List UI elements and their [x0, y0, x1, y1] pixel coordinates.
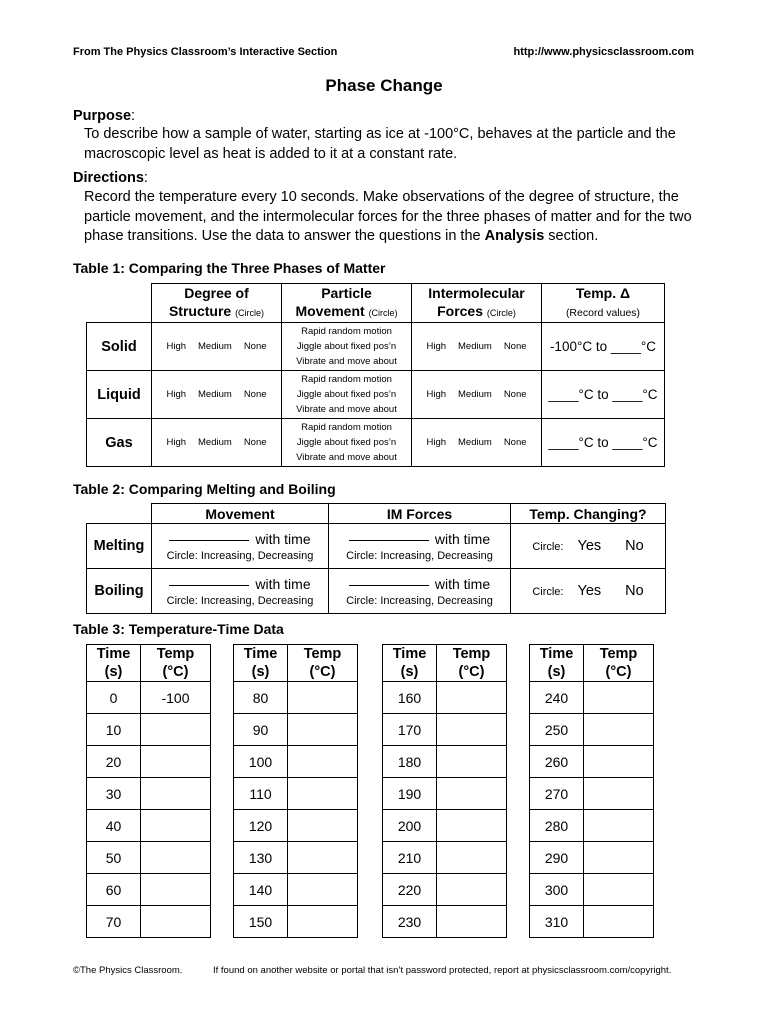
time-temp-table [529, 644, 654, 938]
boiling-temp-cell[interactable]: Circle: Yes No [511, 569, 666, 614]
time-cell: 70 [87, 906, 141, 938]
table-row [530, 906, 654, 938]
header-im-forces: IM Forces [329, 504, 511, 524]
footer-copyright: ©The Physics Classroom. [73, 965, 183, 976]
table-row [234, 906, 358, 938]
table-row [87, 682, 211, 714]
time-cell: 220 [383, 874, 437, 906]
melting-movement-cell[interactable]: with time Circle: Increasing, Decreasing [152, 524, 329, 569]
temp-cell[interactable] [288, 746, 358, 778]
temp-cell[interactable] [437, 682, 507, 714]
temp-cell[interactable] [141, 874, 211, 906]
phase-gas: Gas [87, 419, 152, 467]
temp-cell[interactable] [437, 778, 507, 810]
table2-caption: Table 2: Comparing Melting and Boiling [73, 481, 336, 497]
table-row [383, 682, 507, 714]
time-cell: 140 [234, 874, 288, 906]
structure-options[interactable]: High Medium None [152, 419, 282, 467]
table-row [530, 714, 654, 746]
no-option[interactable]: No [625, 538, 644, 554]
table-row [383, 906, 507, 938]
table-row [383, 810, 507, 842]
header-url[interactable]: http://www.physicsclassroom.com [513, 46, 694, 58]
time-cell: 230 [383, 906, 437, 938]
fill-blank[interactable] [349, 585, 429, 586]
yes-option[interactable]: Yes [577, 583, 602, 599]
yes-option[interactable]: Yes [577, 538, 602, 554]
temp-range-solid[interactable]: -100°C to ____°C [542, 323, 665, 371]
temp-cell[interactable] [141, 746, 211, 778]
process-boiling: Boiling [87, 569, 152, 614]
table1-caption: Table 1: Comparing the Three Phases of Matter [73, 260, 386, 276]
purpose-label: Purpose [73, 108, 132, 124]
header-structure: Degree of Structure (Circle) [152, 284, 282, 323]
temp-cell[interactable] [141, 906, 211, 938]
header-temp: Temp. Δ (Record values) [542, 284, 665, 323]
directions-label: Directions [73, 170, 144, 186]
process-melting: Melting [87, 524, 152, 569]
time-cell: 290 [530, 842, 584, 874]
time-cell: 100 [234, 746, 288, 778]
temp-header: Temp (°C) [437, 645, 507, 682]
movement-options[interactable]: Rapid random motion Jiggle about fixed pos’n Vibrate and move about [282, 371, 412, 419]
table-row [87, 524, 666, 569]
time-cell: 10 [87, 714, 141, 746]
time-header: Time (s) [234, 645, 288, 682]
time-header: Time (s) [87, 645, 141, 682]
header-source: From The Physics Classroom’s Interactive Section [73, 46, 338, 58]
table-row [87, 746, 211, 778]
time-cell: 210 [383, 842, 437, 874]
temp-cell[interactable] [584, 714, 654, 746]
table-row [234, 746, 358, 778]
temp-cell[interactable] [288, 714, 358, 746]
table-row [383, 746, 507, 778]
boiling-forces-cell[interactable]: with time Circle: Increasing, Decreasing [329, 569, 511, 614]
time-cell: 280 [530, 810, 584, 842]
time-temp-table [233, 644, 358, 938]
table-row [383, 778, 507, 810]
temp-cell[interactable] [288, 842, 358, 874]
temp-cell[interactable] [141, 842, 211, 874]
fill-blank[interactable] [169, 540, 249, 541]
table-row [87, 842, 211, 874]
purpose-heading: Purpose: [73, 108, 136, 124]
table-row [530, 682, 654, 714]
temp-cell[interactable] [584, 842, 654, 874]
table-row [87, 810, 211, 842]
time-cell: 310 [530, 906, 584, 938]
footer-notice: If found on another website or portal that isn’t password protected, report at physicsclassroom.com/copyright. [213, 965, 672, 976]
directions-text [84, 188, 704, 247]
time-cell: 40 [87, 810, 141, 842]
time-cell: 240 [530, 682, 584, 714]
time-cell: 160 [383, 682, 437, 714]
table-row [383, 714, 507, 746]
time-cell: 60 [87, 874, 141, 906]
melting-forces-cell[interactable]: with time Circle: Increasing, Decreasing [329, 524, 511, 569]
fill-blank[interactable] [169, 585, 249, 586]
time-cell: 80 [234, 682, 288, 714]
table-row [530, 778, 654, 810]
time-cell: 180 [383, 746, 437, 778]
forces-options[interactable]: High Medium None [412, 323, 542, 371]
temp-cell[interactable] [437, 714, 507, 746]
header-movement: Particle Movement (Circle) [282, 284, 412, 323]
temp-range-liquid[interactable]: ____°C to ____°C [542, 371, 665, 419]
time-cell: 170 [383, 714, 437, 746]
temp-cell[interactable] [584, 778, 654, 810]
directions-analysis: Analysis [484, 228, 545, 244]
directions-text-end: section. [544, 228, 599, 244]
movement-options[interactable]: Rapid random motion Jiggle about fixed pos’n Vibrate and move about [282, 419, 412, 467]
temp-cell[interactable] [288, 874, 358, 906]
time-cell: 250 [530, 714, 584, 746]
page-title: Phase Change [325, 76, 443, 95]
temp-cell[interactable]: -100 [141, 682, 211, 714]
phase-solid: Solid [87, 323, 152, 371]
table-row [234, 874, 358, 906]
purpose-text: To describe how a sample of water, starting as ice at -100°C, behaves at the particle and the macroscopic level as heat is added to it at a constant rate. [84, 126, 676, 162]
phase-liquid: Liquid [87, 371, 152, 419]
temp-cell[interactable] [584, 682, 654, 714]
structure-options[interactable]: High Medium None [152, 323, 282, 371]
header-movement: Movement [152, 504, 329, 524]
table-row [87, 906, 211, 938]
temp-cell[interactable] [437, 810, 507, 842]
temp-cell[interactable] [288, 906, 358, 938]
directions-heading: Directions: [73, 170, 148, 186]
temp-cell[interactable] [288, 810, 358, 842]
temp-cell[interactable] [584, 874, 654, 906]
temp-cell[interactable] [437, 874, 507, 906]
time-temp-table [86, 644, 211, 938]
table-row [530, 874, 654, 906]
table-row [87, 419, 665, 467]
temp-header: Temp (°C) [584, 645, 654, 682]
boiling-movement-cell[interactable]: with time Circle: Increasing, Decreasing [152, 569, 329, 614]
table-row [530, 746, 654, 778]
time-cell: 50 [87, 842, 141, 874]
table-row [87, 323, 665, 371]
table-row [87, 714, 211, 746]
temp-cell[interactable] [584, 810, 654, 842]
time-cell: 300 [530, 874, 584, 906]
time-cell: 190 [383, 778, 437, 810]
table-row [234, 842, 358, 874]
table1-corner [87, 284, 152, 323]
temp-cell[interactable] [437, 906, 507, 938]
forces-options[interactable]: High Medium None [412, 419, 542, 467]
time-temp-table [382, 644, 507, 938]
time-cell: 120 [234, 810, 288, 842]
temp-cell[interactable] [288, 778, 358, 810]
table-row [530, 810, 654, 842]
time-header: Time (s) [530, 645, 584, 682]
melting-boiling-table [86, 503, 666, 614]
table-row [87, 778, 211, 810]
time-cell: 260 [530, 746, 584, 778]
temp-header: Temp (°C) [288, 645, 358, 682]
temp-cell[interactable] [437, 746, 507, 778]
time-cell: 110 [234, 778, 288, 810]
table-row [234, 714, 358, 746]
table-row [234, 778, 358, 810]
temp-header: Temp (°C) [141, 645, 211, 682]
fill-blank[interactable] [349, 540, 429, 541]
temp-cell[interactable] [584, 906, 654, 938]
time-cell: 270 [530, 778, 584, 810]
table3-caption: Table 3: Temperature-Time Data [73, 621, 284, 637]
time-cell: 30 [87, 778, 141, 810]
phases-table [86, 283, 665, 467]
table-row [234, 682, 358, 714]
table-row [383, 874, 507, 906]
table-row [530, 842, 654, 874]
table-row [234, 810, 358, 842]
time-cell: 20 [87, 746, 141, 778]
forces-options[interactable]: High Medium None [412, 371, 542, 419]
temp-range-gas[interactable]: ____°C to ____°C [542, 419, 665, 467]
directions-text-main: Record the temperature every 10 seconds. Make observations of the degree of structure, the particle movement, and the intermolecular forces for the three phases of matter and for the two phase transitions. Use the data to answer the questions in the [84, 189, 692, 244]
table-row [87, 371, 665, 419]
table-row [383, 842, 507, 874]
table-row [87, 874, 211, 906]
table2-corner [87, 504, 152, 524]
movement-options[interactable]: Rapid random motion Jiggle about fixed pos’n Vibrate and move about [282, 323, 412, 371]
structure-options[interactable]: High Medium None [152, 371, 282, 419]
time-cell: 200 [383, 810, 437, 842]
no-option[interactable]: No [625, 583, 644, 599]
time-cell: 90 [234, 714, 288, 746]
time-cell: 0 [87, 682, 141, 714]
header-forces: Intermolecular Forces (Circle) [412, 284, 542, 323]
melting-temp-cell[interactable]: Circle: Yes No [511, 524, 666, 569]
time-header: Time (s) [383, 645, 437, 682]
temp-cell[interactable] [141, 810, 211, 842]
table-row [87, 569, 666, 614]
temp-cell[interactable] [141, 778, 211, 810]
temp-cell[interactable] [584, 746, 654, 778]
temp-cell[interactable] [437, 842, 507, 874]
time-cell: 130 [234, 842, 288, 874]
header-temp-changing: Temp. Changing? [511, 504, 666, 524]
temp-cell[interactable] [141, 714, 211, 746]
temp-cell[interactable] [288, 682, 358, 714]
time-cell: 150 [234, 906, 288, 938]
